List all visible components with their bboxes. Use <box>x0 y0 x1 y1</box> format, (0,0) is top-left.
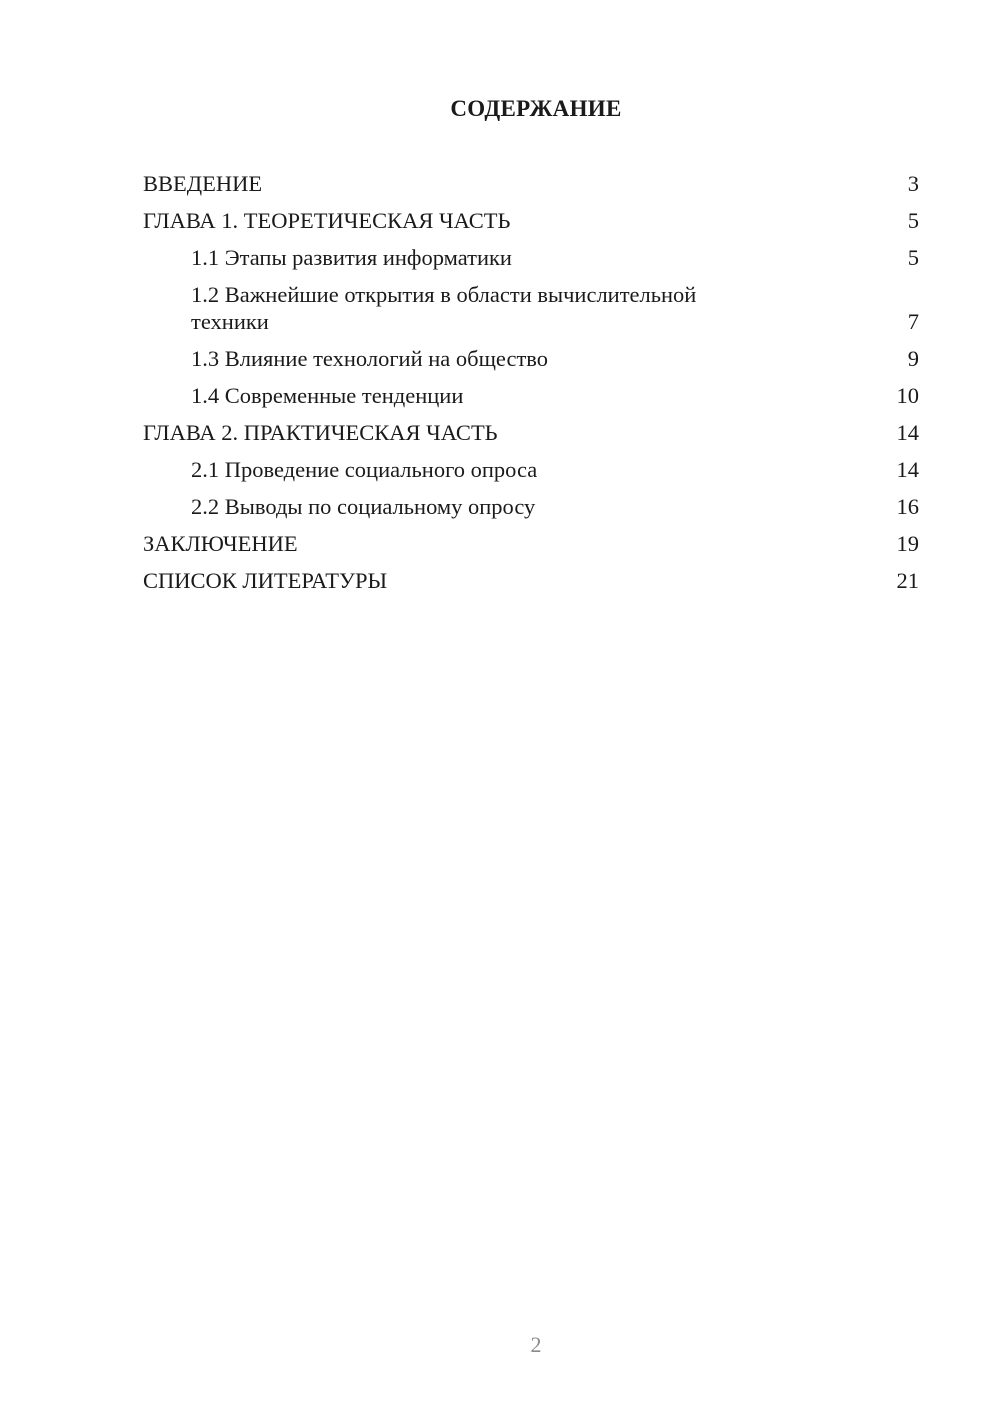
toc-entry-1-4 <box>143 382 919 409</box>
toc-entry-label: ВВЕДЕНИЕ <box>143 171 263 196</box>
toc-entry-label: 1.2 Важнейшие открытия в области вычислительной техники <box>191 282 697 334</box>
toc-entry-page: 21 <box>896 568 919 593</box>
toc-title: СОДЕРЖАНИЕ <box>450 96 622 121</box>
toc-entry-1-3 <box>143 345 919 372</box>
toc-entry-page: 14 <box>896 420 919 445</box>
toc-entry-chapter-1 <box>143 207 919 234</box>
toc-entry-label: 2.1 Проведение социального опроса <box>191 457 538 482</box>
toc-entry-label: 2.2 Выводы по социальному опросу <box>191 494 536 519</box>
toc-entry-page: 14 <box>896 457 919 482</box>
toc-entry-label: 1.1 Этапы развития информатики <box>191 245 512 270</box>
toc-entry-conclusion <box>143 530 919 557</box>
toc-entry-label: ГЛАВА 2. ПРАКТИЧЕСКАЯ ЧАСТЬ <box>143 420 498 445</box>
table-of-contents <box>143 170 919 604</box>
toc-entry-label: 1.3 Влияние технологий на общество <box>191 346 549 371</box>
toc-entry-page: 9 <box>907 346 919 371</box>
toc-entry-introduction <box>143 170 919 197</box>
toc-entry-page: 16 <box>896 494 919 519</box>
toc-entry-label: 1.4 Современные тенденции <box>191 383 464 408</box>
toc-entry-chapter-2 <box>143 419 919 446</box>
toc-entry-label: СПИСОК ЛИТЕРАТУРЫ <box>143 568 388 593</box>
toc-entry-label: ЗАКЛЮЧЕНИЕ <box>143 531 298 556</box>
toc-entry-page: 7 <box>907 309 919 334</box>
page-number: 2 <box>530 1332 542 1357</box>
toc-entry-page: 3 <box>907 171 919 196</box>
toc-entry-2-1 <box>143 456 919 483</box>
toc-entry-1-1 <box>143 244 919 271</box>
toc-entry-1-2 <box>143 281 919 335</box>
toc-entry-label: ГЛАВА 1. ТЕОРЕТИЧЕСКАЯ ЧАСТЬ <box>143 208 511 233</box>
toc-entry-page: 19 <box>896 531 919 556</box>
toc-entry-page: 10 <box>896 383 919 408</box>
toc-entry-page: 5 <box>907 245 919 270</box>
toc-entry-2-2 <box>143 493 919 520</box>
toc-entry-page: 5 <box>907 208 919 233</box>
toc-entry-bibliography <box>143 567 919 594</box>
